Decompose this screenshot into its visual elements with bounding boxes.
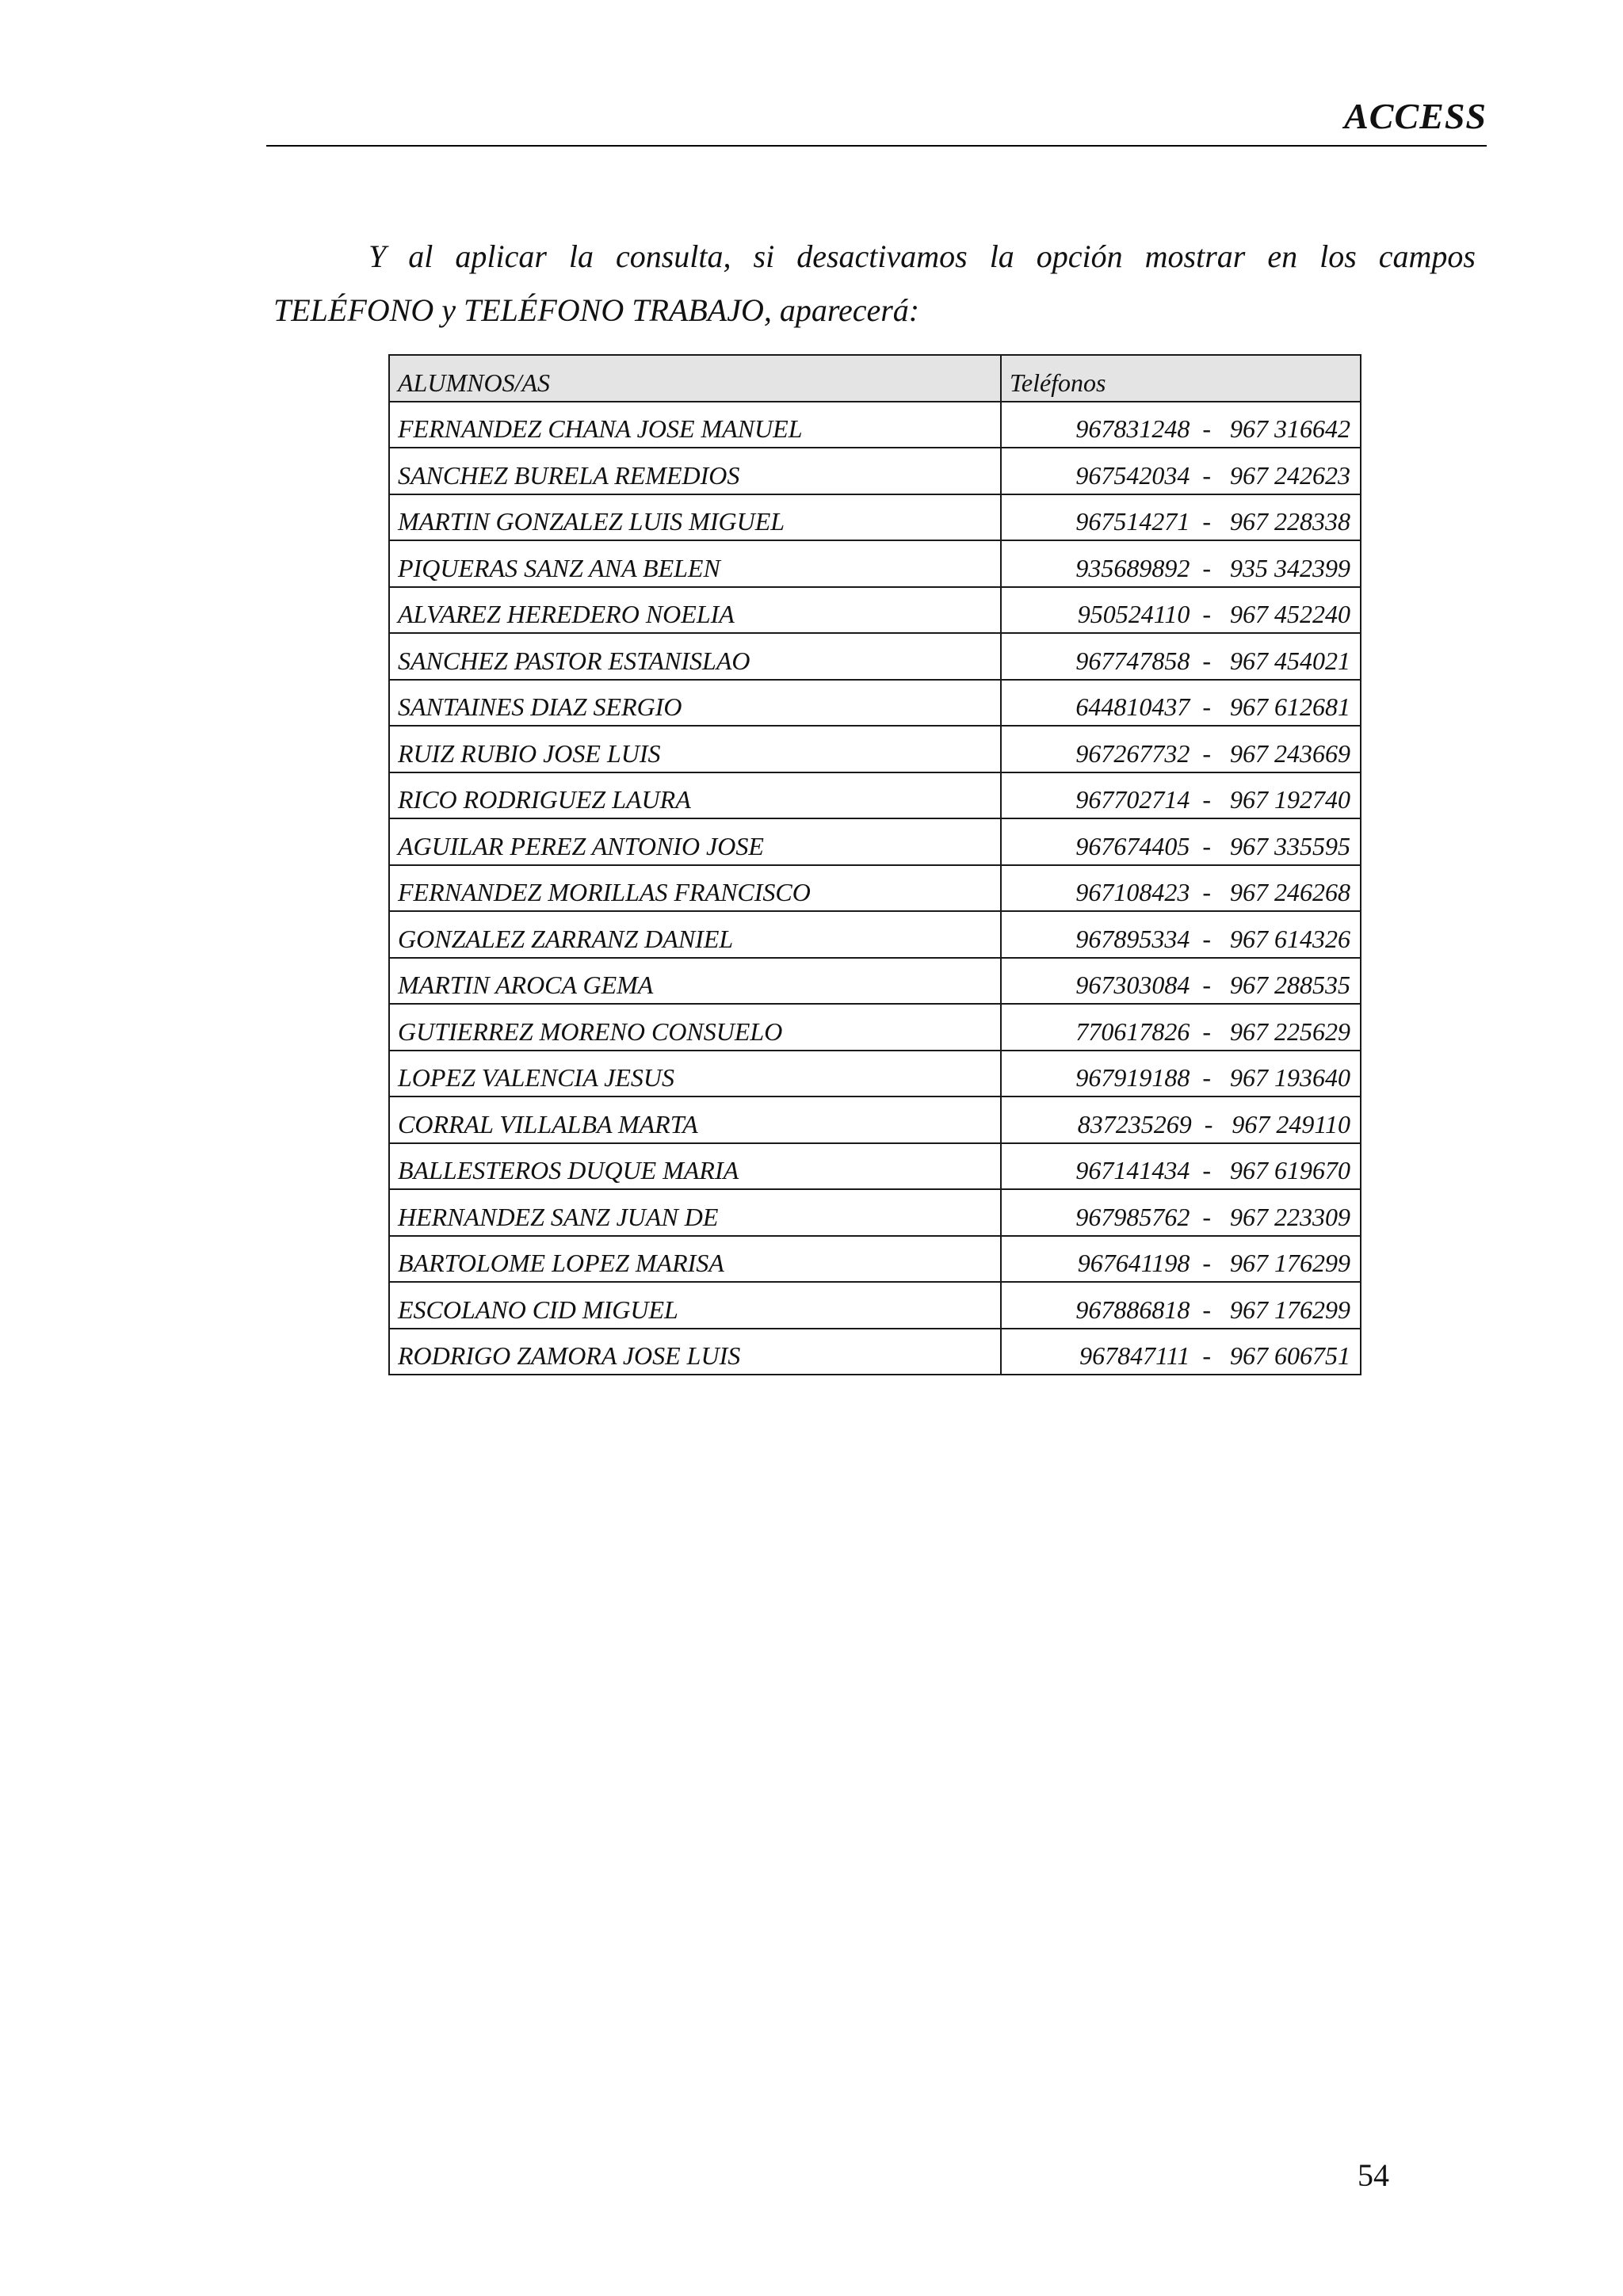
page-number: 54 [1358, 2157, 1389, 2193]
phone-cell: 967542034 - 967 242623 [1001, 448, 1361, 494]
table-row [389, 494, 1361, 541]
student-name-cell: SANTAINES DIAZ SERGIO [389, 680, 1001, 727]
phone-cell: 967108423 - 967 246268 [1001, 865, 1361, 912]
table-row [389, 772, 1361, 819]
intro-word: los [1319, 238, 1357, 274]
header-rule [266, 145, 1487, 147]
intro-word: opción [1036, 238, 1123, 274]
phone-cell: 967514271 - 967 228338 [1001, 494, 1361, 541]
table-row [389, 540, 1361, 587]
student-name-cell: SANCHEZ PASTOR ESTANISLAO [389, 633, 1001, 680]
table-row [389, 680, 1361, 727]
column-header-students: ALUMNOS/AS [389, 355, 1001, 402]
student-name-cell: HERNANDEZ SANZ JUAN DE [389, 1189, 1001, 1236]
student-name-cell: MARTIN AROCA GEMA [389, 958, 1001, 1005]
student-name-cell: ALVAREZ HEREDERO NOELIA [389, 587, 1001, 634]
table-row [389, 1282, 1361, 1329]
student-name-cell: RUIZ RUBIO JOSE LUIS [389, 726, 1001, 772]
intro-word: la [989, 238, 1014, 274]
student-name-cell: BARTOLOME LOPEZ MARISA [389, 1236, 1001, 1283]
intro-word: desactivamos [796, 238, 968, 274]
table-header-row [389, 355, 1361, 402]
student-name-cell: ESCOLANO CID MIGUEL [389, 1282, 1001, 1329]
student-name-cell: GUTIERREZ MORENO CONSUELO [389, 1004, 1001, 1051]
phone-cell: 967141434 - 967 619670 [1001, 1143, 1361, 1190]
table-row [389, 633, 1361, 680]
intro-line-1 [273, 230, 1476, 284]
student-name-cell: BALLESTEROS DUQUE MARIA [389, 1143, 1001, 1190]
table-row [389, 1329, 1361, 1375]
phone-cell: 967895334 - 967 614326 [1001, 911, 1361, 958]
table-row [389, 1143, 1361, 1190]
intro-word: mostrar [1144, 238, 1246, 274]
phone-cell: 644810437 - 967 612681 [1001, 680, 1361, 727]
column-header-phones: Teléfonos [1001, 355, 1361, 402]
table-row [389, 1189, 1361, 1236]
phone-cell: 967886818 - 967 176299 [1001, 1282, 1361, 1329]
phone-cell: 967303084 - 967 288535 [1001, 958, 1361, 1005]
table-row [389, 1004, 1361, 1051]
table-row [389, 865, 1361, 912]
phone-cell: 967831248 - 967 316642 [1001, 402, 1361, 448]
intro-word: Y [369, 238, 387, 274]
intro-word: en [1267, 238, 1298, 274]
phone-cell: 950524110 - 967 452240 [1001, 587, 1361, 634]
phone-cell: 967267732 - 967 243669 [1001, 726, 1361, 772]
student-name-cell: MARTIN GONZALEZ LUIS MIGUEL [389, 494, 1001, 541]
table-row [389, 1236, 1361, 1283]
intro-word: la [568, 238, 594, 274]
intro-word: si [753, 238, 775, 274]
intro-word: campos [1378, 238, 1476, 274]
student-name-cell: FERNANDEZ MORILLAS FRANCISCO [389, 865, 1001, 912]
phone-cell: 967702714 - 967 192740 [1001, 772, 1361, 819]
phone-cell: 837235269 - 967 249110 [1001, 1097, 1361, 1143]
table-row [389, 448, 1361, 494]
table-row [389, 911, 1361, 958]
student-name-cell: GONZALEZ ZARRANZ DANIEL [389, 911, 1001, 958]
student-name-cell: CORRAL VILLALBA MARTA [389, 1097, 1001, 1143]
table-row [389, 1051, 1361, 1097]
intro-paragraph [273, 230, 1476, 338]
student-name-cell: AGUILAR PEREZ ANTONIO JOSE [389, 818, 1001, 865]
table-row [389, 726, 1361, 772]
phone-cell: 967919188 - 967 193640 [1001, 1051, 1361, 1097]
phone-cell: 770617826 - 967 225629 [1001, 1004, 1361, 1051]
intro-word: consulta, [615, 238, 731, 274]
phone-cell: 967674405 - 967 335595 [1001, 818, 1361, 865]
header-title: ACCESS [1344, 96, 1487, 136]
phone-cell: 935689892 - 935 342399 [1001, 540, 1361, 587]
student-name-cell: FERNANDEZ CHANA JOSE MANUEL [389, 402, 1001, 448]
phone-cell: 967847111 - 967 606751 [1001, 1329, 1361, 1375]
student-name-cell: RODRIGO ZAMORA JOSE LUIS [389, 1329, 1001, 1375]
intro-word: al [408, 238, 433, 274]
phone-cell: 967985762 - 967 223309 [1001, 1189, 1361, 1236]
table-row [389, 1097, 1361, 1143]
phone-cell: 967747858 - 967 454021 [1001, 633, 1361, 680]
phone-cell: 967641198 - 967 176299 [1001, 1236, 1361, 1283]
intro-word: aplicar [455, 238, 547, 274]
intro-line-2: TELÉFONO y TELÉFONO TRABAJO, aparecerá: [273, 292, 920, 328]
table-row [389, 958, 1361, 1005]
student-name-cell: RICO RODRIGUEZ LAURA [389, 772, 1001, 819]
student-name-cell: SANCHEZ BURELA REMEDIOS [389, 448, 1001, 494]
table-body [389, 402, 1361, 1375]
table-row [389, 587, 1361, 634]
student-name-cell: LOPEZ VALENCIA JESUS [389, 1051, 1001, 1097]
students-phones-table [388, 354, 1361, 1375]
table-row [389, 818, 1361, 865]
student-name-cell: PIQUERAS SANZ ANA BELEN [389, 540, 1001, 587]
table-row [389, 402, 1361, 448]
